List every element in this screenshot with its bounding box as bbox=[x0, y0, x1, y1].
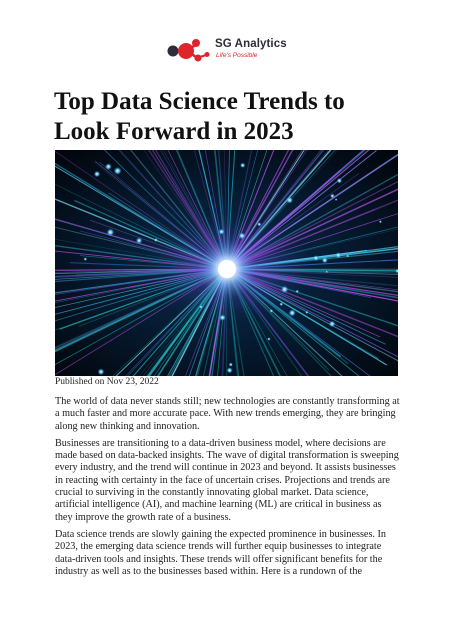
brand-logo[interactable] bbox=[166, 37, 296, 65]
bokeh-dot bbox=[84, 257, 88, 261]
paragraph-1: The world of data never stands still; new technologies are constantly transforming at a much faster and more accurate pace. With new trends emerging, they are bringing along new thinking and innovation. bbox=[55, 396, 400, 432]
bokeh-dot bbox=[305, 311, 308, 314]
bokeh-dot bbox=[281, 286, 289, 294]
bokeh-dot bbox=[105, 163, 112, 170]
bokeh-dot bbox=[240, 163, 245, 168]
published-date: Published on Nov 23, 2022 bbox=[55, 377, 159, 387]
article-title-line-2: Look Forward in 2023 bbox=[54, 118, 294, 145]
bokeh-dot bbox=[94, 171, 100, 177]
paragraph-3: Data science trends are slowly gaining the expected prominence in businesses. In 2023, the emerging data science trends will further equip businesses to integrate data-driven tools and insights. These trends will offer significant benefits for the industry as well as to the businesses based within. Here is a rundown of the bbox=[55, 528, 386, 577]
bokeh-dot bbox=[270, 309, 274, 313]
bokeh-dot bbox=[280, 302, 284, 306]
bokeh-dot bbox=[219, 314, 226, 321]
bokeh-dot bbox=[335, 252, 341, 258]
bokeh-dot bbox=[239, 232, 246, 239]
bokeh-dot bbox=[107, 228, 115, 236]
bokeh-dot bbox=[227, 367, 233, 373]
article-title bbox=[54, 87, 414, 147]
bokeh-dot bbox=[322, 257, 328, 263]
bokeh-dot bbox=[136, 237, 143, 244]
hero-image bbox=[55, 150, 398, 376]
bokeh-dot bbox=[335, 198, 338, 201]
bokeh-dot bbox=[154, 238, 158, 242]
bokeh-dot bbox=[229, 363, 233, 367]
article-title-line-1: Top Data Science Trends to bbox=[54, 88, 345, 115]
brand-tagline: Life's Possible bbox=[216, 52, 258, 59]
brand-name: SG Analytics bbox=[215, 38, 287, 50]
bokeh-dot bbox=[329, 321, 336, 328]
bokeh-dot bbox=[379, 220, 382, 223]
bokeh-dot bbox=[337, 178, 342, 183]
article-body bbox=[55, 396, 401, 583]
light-burst-image bbox=[55, 150, 398, 376]
bokeh-dot bbox=[218, 229, 224, 235]
bokeh-dot bbox=[330, 194, 335, 199]
bokeh-dot bbox=[286, 197, 293, 204]
bokeh-dot bbox=[289, 309, 296, 316]
bokeh-dot bbox=[267, 337, 270, 340]
bokeh-dot bbox=[114, 167, 122, 175]
bokeh-dot bbox=[199, 305, 203, 309]
bokeh-dot bbox=[296, 290, 299, 293]
bokeh-dot bbox=[313, 255, 319, 261]
bokeh-dot bbox=[98, 368, 105, 375]
paragraph-2: Businesses are transitioning to a data-driven business model, where decisions are made based on data-backed insights. The wave of digital transformation is sweeping every industry, and the trend will continue in 2023 and beyond. It assists businesses in reacting with certainty in the face of uncertain crises. Projections and trends are crucial to surviving in the constantly innovating global market. Data science, artificial intelligence (AI), and machine learning (ML) are critical in business as they improve the growth rate of a business. bbox=[55, 437, 399, 523]
molecule-logo-icon bbox=[166, 37, 212, 65]
bokeh-dot bbox=[326, 271, 329, 274]
bokeh-dot bbox=[257, 222, 261, 226]
bokeh-dot bbox=[346, 255, 349, 258]
